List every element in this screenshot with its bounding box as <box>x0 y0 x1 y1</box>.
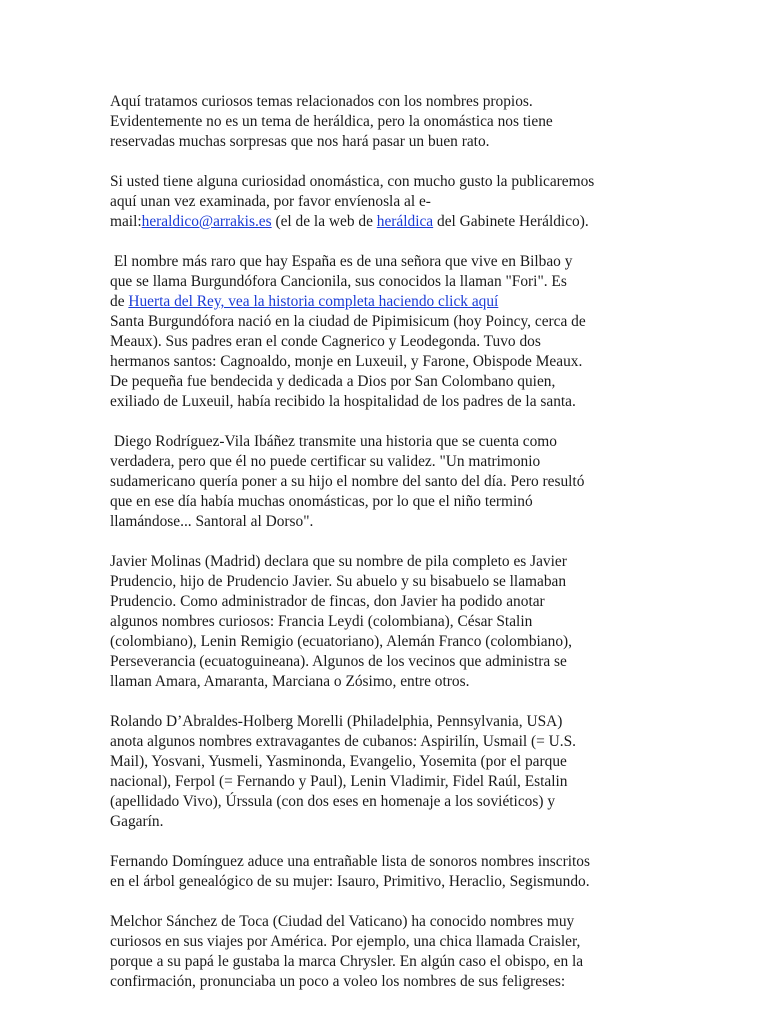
text-line: llamándose... Santoral al Dorso". <box>110 513 314 530</box>
paragraph-burgundofora <box>110 252 655 412</box>
text-line: porque a su papá le gustaba la marca Chrysler. En algún caso el obispo, en la <box>110 953 584 970</box>
text-fragment: de <box>110 293 129 310</box>
text-line: exiliado de Luxeuil, había recibido la hospitalidad de los padres de la santa. <box>110 393 576 410</box>
text-line: Meaux). Sus padres eran el conde Cagnerico y Leodegonda. Tuvo dos <box>110 333 541 350</box>
text-line: que en ese día había muchas onomásticas, por lo que el niño terminó <box>110 493 533 510</box>
text-line: (colombiano), Lenin Remigio (ecuatoriano), Alemán Franco (colombiano), <box>110 633 573 650</box>
paragraph-contact <box>110 172 655 232</box>
text-line: llaman Amara, Amaranta, Marciana o Zósimo, entre otros. <box>110 673 470 690</box>
text-line: reservadas muchas sorpresas que nos hará pasar un buen rato. <box>110 133 490 150</box>
text-line: algunos nombres curiosos: Francia Leydi (colombiana), César Stalin <box>110 613 533 630</box>
text-line: Prudencio. Como administrador de fincas, don Javier ha podido anotar <box>110 593 545 610</box>
text-line: nacional), Ferpol (= Fernando y Paul), Lenin Vladimir, Fidel Raúl, Estalin <box>110 773 568 790</box>
text-line: Evidentemente no es un tema de heráldica, pero la onomástica nos tiene <box>110 113 553 130</box>
text-fragment: mail: <box>110 213 142 230</box>
text-fragment: del Gabinete Heráldico). <box>433 213 589 230</box>
text-line: Aquí tratamos curiosos temas relacionados con los nombres propios. <box>110 93 533 110</box>
text-line: Javier Molinas (Madrid) declara que su nombre de pila completo es Javier <box>110 553 567 570</box>
text-line: en el árbol genealógico de su mujer: Isauro, Primitivo, Heraclio, Segismundo. <box>110 873 590 890</box>
text-line: Perseverancia (ecuatoguineana). Algunos de los vecinos que administra se <box>110 653 567 670</box>
paragraph-dominguez <box>110 852 655 892</box>
text-line: Mail), Yosvani, Yusmeli, Yasminonda, Evangelio, Yosemita (por el parque <box>110 753 567 770</box>
text-line: curiosos en sus viajes por América. Por ejemplo, una chica llamada Craisler, <box>110 933 581 950</box>
email-link[interactable]: heraldico@arrakis.es <box>141 213 272 230</box>
heraldica-link[interactable]: heráldica <box>376 213 434 230</box>
paragraph-intro <box>110 92 655 152</box>
text-line: Fernando Domínguez aduce una entrañable lista de sonoros nombres inscritos <box>110 853 590 870</box>
text-line: aquí unan vez examinada, por favor envíenosla al e- <box>110 193 431 210</box>
text-line: que se llama Burgundófora Cancionila, sus conocidos la llaman "Fori". Es <box>110 273 567 290</box>
text-line: Santa Burgundófora nació en la ciudad de Pipimisicum (hoy Poincy, cerca de <box>110 313 586 330</box>
text-line: sudamericano quería poner a su hijo el nombre del santo del día. Pero resultó <box>110 473 585 490</box>
text-line: Rolando D’Abraldes-Holberg Morelli (Philadelphia, Pennsylvania, USA) <box>110 713 563 730</box>
huerta-del-rey-link[interactable]: Huerta del Rey, vea la historia completa haciendo click aquí <box>128 293 499 310</box>
text-line: Gagarín. <box>110 813 164 830</box>
text-line: El nombre más raro que hay España es de una señora que vive en Bilbao y <box>110 253 573 270</box>
paragraph-santoral <box>110 432 655 532</box>
text-line <box>110 292 655 312</box>
paragraph-molinas <box>110 552 655 692</box>
text-line: hermanos santos: Cagnoaldo, monje en Luxeuil, y Farone, Obispode Meaux. <box>110 353 583 370</box>
text-line: (apellidado Vivo), Úrssula (con dos eses en homenaje a los soviéticos) y <box>110 793 556 810</box>
text-line: Diego Rodríguez-Vila Ibáñez transmite una historia que se cuenta como <box>110 433 557 450</box>
text-line: Melchor Sánchez de Toca (Ciudad del Vaticano) ha conocido nombres muy <box>110 913 575 930</box>
document-body <box>110 92 655 1012</box>
text-line: De pequeña fue bendecida y dedicada a Dios por San Colombano quien, <box>110 373 556 390</box>
text-fragment: (el de la web de <box>271 213 377 230</box>
text-line <box>110 212 655 232</box>
text-line: anota algunos nombres extravagantes de cubanos: Aspirilín, Usmail (= U.S. <box>110 733 577 750</box>
text-line: confirmación, pronunciaba un poco a voleo los nombres de sus feligreses: <box>110 973 566 990</box>
paragraph-sanchez-de-toca <box>110 912 655 992</box>
text-line: verdadera, pero que él no puede certificar su validez. "Un matrimonio <box>110 453 541 470</box>
text-line: Si usted tiene alguna curiosidad onomástica, con mucho gusto la publicaremos <box>110 173 595 190</box>
text-line: Prudencio, hijo de Prudencio Javier. Su abuelo y su bisabuelo se llamaban <box>110 573 567 590</box>
paragraph-cubanos <box>110 712 655 832</box>
